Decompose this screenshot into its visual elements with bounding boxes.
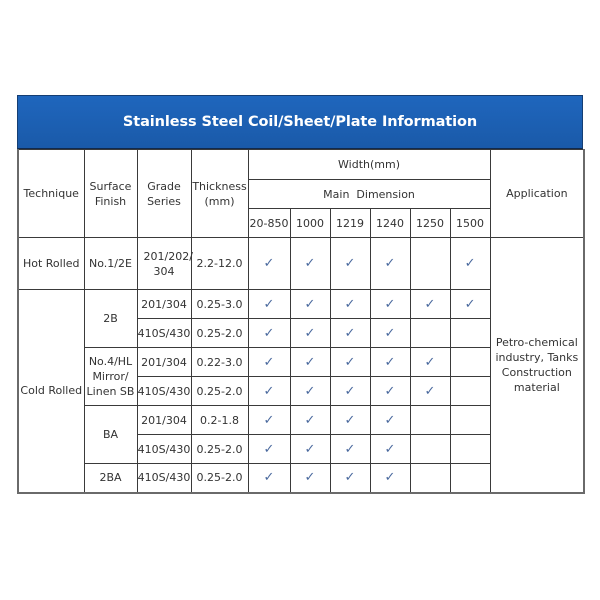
header-main-dimension: Main Dimension — [248, 180, 490, 209]
empty-cell — [450, 406, 490, 435]
header-grade-series: Grade Series — [137, 150, 191, 238]
check-icon: ✓ — [330, 238, 370, 290]
finish-cell: No.1/2E — [84, 238, 137, 290]
check-icon: ✓ — [330, 464, 370, 493]
thickness-cell: 0.25-2.0 — [191, 319, 248, 348]
technique-cell: Hot Rolled — [18, 238, 84, 290]
stainless-steel-info-table-container — [17, 95, 583, 494]
check-icon: ✓ — [370, 348, 410, 377]
header-width-20-850: 20-850 — [248, 209, 290, 238]
check-icon: ✓ — [330, 319, 370, 348]
header-surface-finish: Surface Finish — [84, 150, 137, 238]
check-icon: ✓ — [248, 435, 290, 464]
header-width-1219: 1219 — [330, 209, 370, 238]
check-icon: ✓ — [370, 319, 410, 348]
check-icon: ✓ — [330, 435, 370, 464]
check-icon: ✓ — [290, 348, 330, 377]
check-icon: ✓ — [290, 377, 330, 406]
empty-cell — [410, 406, 450, 435]
check-icon: ✓ — [410, 290, 450, 319]
finish-cell: 2BA — [84, 464, 137, 493]
check-icon: ✓ — [290, 319, 330, 348]
table-title: Stainless Steel Coil/Sheet/Plate Information — [17, 95, 583, 149]
application-cell — [490, 238, 584, 493]
application-text: Petro-chemical industry, Tanks Construction material — [495, 335, 579, 394]
check-icon: ✓ — [410, 348, 450, 377]
thickness-cell: 2.2-12.0 — [191, 238, 248, 290]
grade-cell: 410S/430 — [137, 377, 191, 406]
header-thickness: Thickness (mm) — [191, 150, 248, 238]
grade-cell: 410S/430 — [137, 319, 191, 348]
check-icon: ✓ — [248, 290, 290, 319]
check-icon: ✓ — [290, 435, 330, 464]
grade-cell: 410S/430 — [137, 435, 191, 464]
check-icon: ✓ — [290, 406, 330, 435]
thickness-cell: 0.25-2.0 — [191, 464, 248, 493]
check-icon: ✓ — [370, 377, 410, 406]
check-icon: ✓ — [330, 406, 370, 435]
empty-cell — [450, 348, 490, 377]
empty-cell — [450, 319, 490, 348]
table-row — [18, 238, 584, 290]
empty-cell — [410, 435, 450, 464]
check-icon: ✓ — [330, 348, 370, 377]
spec-table — [17, 149, 585, 494]
check-icon: ✓ — [290, 464, 330, 493]
finish-cell: BA — [84, 406, 137, 464]
finish-cell: 2B — [84, 290, 137, 348]
thickness-cell: 0.2-1.8 — [191, 406, 248, 435]
check-icon: ✓ — [410, 377, 450, 406]
check-icon: ✓ — [290, 238, 330, 290]
check-icon: ✓ — [370, 238, 410, 290]
check-icon: ✓ — [248, 377, 290, 406]
empty-cell — [450, 377, 490, 406]
grade-cell: 201/304 — [137, 348, 191, 377]
finish-cell: No.4/HL Mirror/ Linen SB — [84, 348, 137, 406]
thickness-cell: 0.22-3.0 — [191, 348, 248, 377]
grade-cell: 201/202/ 304 — [137, 238, 191, 290]
check-icon: ✓ — [248, 348, 290, 377]
check-icon: ✓ — [290, 290, 330, 319]
header-technique: Technique — [18, 150, 84, 238]
empty-cell — [410, 319, 450, 348]
empty-cell — [410, 238, 450, 290]
check-icon: ✓ — [248, 319, 290, 348]
header-width-1500: 1500 — [450, 209, 490, 238]
check-icon: ✓ — [370, 464, 410, 493]
thickness-cell: 0.25-2.0 — [191, 377, 248, 406]
empty-cell — [410, 464, 450, 493]
check-icon: ✓ — [330, 377, 370, 406]
thickness-cell: 0.25-3.0 — [191, 290, 248, 319]
check-icon: ✓ — [248, 238, 290, 290]
check-icon: ✓ — [330, 290, 370, 319]
grade-cell: 201/304 — [137, 290, 191, 319]
check-icon: ✓ — [450, 290, 490, 319]
header-width-1250: 1250 — [410, 209, 450, 238]
check-icon: ✓ — [370, 435, 410, 464]
empty-cell — [450, 464, 490, 493]
grade-cell: 201/304 — [137, 406, 191, 435]
check-icon: ✓ — [450, 238, 490, 290]
empty-cell — [450, 435, 490, 464]
header-width: Width(mm) — [248, 150, 490, 180]
header-width-1000: 1000 — [290, 209, 330, 238]
check-icon: ✓ — [370, 406, 410, 435]
check-icon: ✓ — [248, 464, 290, 493]
check-icon: ✓ — [248, 406, 290, 435]
grade-cell: 410S/430 — [137, 464, 191, 493]
header-application: Application — [490, 150, 584, 238]
technique-cell: Cold Rolled — [18, 290, 84, 493]
check-icon: ✓ — [370, 290, 410, 319]
header-width-1240: 1240 — [370, 209, 410, 238]
thickness-cell: 0.25-2.0 — [191, 435, 248, 464]
